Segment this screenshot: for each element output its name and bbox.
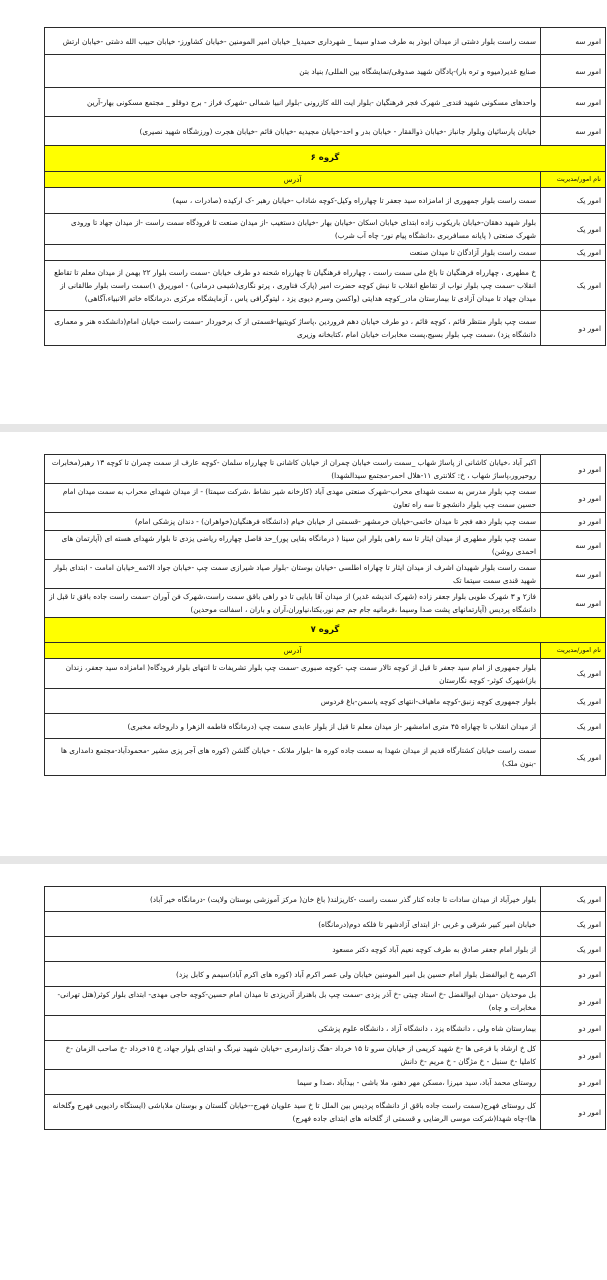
address-cell: بلوار جمهوری از امام سید جعفر تا قبل از کوچه تالار سمت چپ -کوچه صبوری -سمت چپ بلوار تشریفات تا انتهای بلوار فرودگاه( امامزاده سید جعفر، زندان باز)شهرک کوثر- کوچه نگارستان [45, 659, 541, 689]
table-row [45, 739, 606, 776]
address-cell: بلوار خیرآباد از میدان سادات تا جاده کنار گذر سمت راست -کاریزلند( باغ خان( مرکز آموزشی بوستان ولایت) -درمانگاه خیر آباد) [45, 887, 541, 912]
group-band-row [45, 618, 606, 643]
area-cell: امور یک [541, 739, 606, 776]
table-row [45, 1016, 606, 1041]
table-row [45, 987, 606, 1016]
table-row [45, 689, 606, 714]
table-row [45, 88, 606, 117]
area-cell: امور یک [541, 689, 606, 714]
address-cell: خیابان پارسائیان وبلوار جانباز -خیابان ذوالفقار - خیابان بدر و احد-خیابان مجیدیه -خیابان قائم -خیابان هجرت (ورزشگاه شهید نصیری) [45, 117, 541, 146]
address-cell: از بلوار امام جعفر صادق به طرف کوچه نعیم آباد کوچه دکتر مسعود [45, 937, 541, 962]
table-row [45, 55, 606, 88]
table-row [45, 531, 606, 560]
table-row [45, 117, 606, 146]
area-cell: امور دو [541, 455, 606, 484]
area-cell: امور سه [541, 55, 606, 88]
address-cell: سمت چپ بلوار مطهری از میدان ایثار تا سه راهی بلوار ابن سینا ( درمانگاه بقایی پور)_حد فاصل چهارراه ریاضی یزدی تا بلوار شهدای هسته ای (آپارتمان های احمدی روشن) [45, 531, 541, 560]
table-row [45, 311, 606, 346]
address-cell: فاز۲ و ۳ شهرک طوبی بلوار جعفر زاده (شهرک اندیشه غدیر) از میدان آقا بابایی تا دو راهی باقق سمت راست،شهرک فن آوران -سمت راست جاده باقق تا قبل از دانشگاه پردیس (آپارتمانهای پشت صدا وسیما ،فرمانیه جام جم جم نور،یکتا،نیاوران،آران و باران ، اسفالت موحدین) [45, 589, 541, 618]
area-cell: امور دو [541, 311, 606, 346]
table-row [45, 1041, 606, 1070]
table-row [45, 560, 606, 589]
address-cell: صنایع غدیر(میوه و تره بار)-پادگان شهید صدوقی/نمایشگاه بین المللی/ بنیاد بتن [45, 55, 541, 88]
outage-schedule-table [44, 886, 606, 1130]
header-area-cell: نام امور/مدیریت [541, 643, 606, 659]
area-cell: امور سه [541, 531, 606, 560]
table-row [45, 659, 606, 689]
area-cell: امور دو [541, 1041, 606, 1070]
address-cell: بلوار جمهوری کوچه زنبق-کوچه ماهیاف-انتهای کوچه یاسمن-باغ فردوس [45, 689, 541, 714]
outage-schedule-table [44, 454, 606, 776]
address-cell: سمت چپ بلوار دهه فجر تا میدان خاتمی-خیابان خرمشهر -قسمتی از خیابان خیام (دانشگاه فرهنگیان(خواهران) - دندان پزشکی امام) [45, 513, 541, 531]
area-cell: امور دو [541, 484, 606, 513]
table-row [45, 484, 606, 513]
table-row [45, 962, 606, 987]
table-row [45, 714, 606, 739]
address-cell: خ مطهری ، چهارراه فرهنگیان تا باغ ملی سمت راست ، چهارراه فرهنگیان تا چهارراه شحنه دو طرف خیابان -سمت راست بلوار ۲۲ بهمن از میدان معلم تا تقاطع انقلاب -سمت چپ بلوار نواب از تقاطع انقلاب تا نبش کوچه حضرت امیر (پارک فناوری ، پرتو نگاری(شیمی درمانی) - امورپرق ۱)سمت راست بلوار طالقانی از میدان جهاد تا میدان آزادی تا بیمارستان مادر_کوچه هدایتی (واکسن وسرم دیوی یزد ، لیتوگرافی یاس ، آزمایشگاه مرکزی ،درمانگاه خاتم الانبیاء،آگاهی) [45, 261, 541, 311]
address-cell: سمت راست بلوار شهیدان اشرف از میدان ایثار تا چهاراه اطلسی -خیابان بوستان -بلوار صیاد شیرازی سمت چپ -خیابان جواد الائمه_خیابان امامت - ابتدای بلوار شهید قندی سمت سیتما تک [45, 560, 541, 589]
header-address-cell: آدرس [45, 643, 541, 659]
header-address-cell: آدرس [45, 172, 541, 188]
address-cell: سمت راست بلوار جمهوری از امامزاده سید جعفر تا چهارراه وکیل-کوچه شاداب -خیابان رهبر -ک ارکیده (صادرات ، سپه) [45, 188, 541, 214]
group-band-row [45, 146, 606, 172]
area-cell: امور سه [541, 28, 606, 55]
table-row [45, 937, 606, 962]
area-cell: امور سه [541, 560, 606, 589]
address-cell: کل روستای فهرج(سمت راست جاده باقق از دانشگاه پردیس بین الملل تا خ سید علویان فهرج--خیابان گلستان و بوستان ملاباشی (ایستگاه رادیویی فهرج وگلخانه ها)-چاه شهدا(شرکت موسی الرضایی و قسمتی از گلخانه های ابتدای جاده فهرج) [45, 1095, 541, 1130]
area-cell: امور دو [541, 1016, 606, 1041]
area-cell: امور یک [541, 245, 606, 261]
document-page [0, 0, 607, 424]
table-row [45, 1095, 606, 1130]
table-row [45, 214, 606, 245]
area-cell: امور یک [541, 912, 606, 937]
table-header-row [45, 172, 606, 188]
area-cell: امور دو [541, 987, 606, 1016]
table-row [45, 455, 606, 484]
area-cell: امور یک [541, 214, 606, 245]
address-cell: روستای محمد آباد، سید میرزا ،مسکن مهر دهنو، ملا باشی - بیدآباد ،صدا و سیما [45, 1070, 541, 1095]
table-row [45, 513, 606, 531]
address-cell: بیمارستان شاه ولی ، دانشگاه یزد ، دانشگاه آزاد ، دانشگاه علوم پزشکی [45, 1016, 541, 1041]
address-cell: اکبر آباد ،خیابان کاشانی از پاساژ شهاب _سمت راست خیابان چمران از خیابان کاشانی تا چهارراه سلمان -کوچه عارف از سمت چمران تا کوچه ۱۳ رهبر(مخابرات روحیرور،پاساژ شهاب ، خ: کلانتری ۱۱-هلال احمر-مجتمع سیدالشهدا) [45, 455, 541, 484]
table-row [45, 1070, 606, 1095]
table-row [45, 245, 606, 261]
document-page [0, 864, 607, 1280]
area-cell: امور دو [541, 1070, 606, 1095]
area-cell: امور یک [541, 714, 606, 739]
document-page [0, 432, 607, 856]
address-cell: کل خ ارشاد با فرعی ها -خ شهید کریمی از خیابان سرو تا ۱۵ خرداد -هتگ زاندارمری -خیابان شهید نیرنگ و ابتدای بلوار جهاد، خ ۱۵خرداد -خ صاحب الزمان -خ کاملیا -خ سنبل - خ مژگان - خ مریم -خ دانش [45, 1041, 541, 1070]
area-cell: امور سه [541, 117, 606, 146]
table-row [45, 589, 606, 618]
area-cell: امور یک [541, 937, 606, 962]
table-row [45, 261, 606, 311]
area-cell: امور یک [541, 659, 606, 689]
outage-schedule-table [44, 27, 606, 346]
group-title: گروه ۶ [45, 146, 606, 172]
area-cell: امور یک [541, 887, 606, 912]
area-cell: امور سه [541, 589, 606, 618]
address-cell: سمت راست بلوار آزادگان تا میدان صنعت [45, 245, 541, 261]
address-cell: سمت چپ بلوار منتظر قائم ، کوچه قائم ، دو طرف خیابان دهم فروردین ،پاساژ کویتیها-قسمتی از ک برخوردار -سمت راست خیابان امام(دانشکده هنر و معماری دانشگاه یزد) ،سمت چپ بلوار بسیج،پست مخابرات خیابان امام ،کتابخانه وزیری [45, 311, 541, 346]
address-cell: اکرمیه خ ابوالفضل بلوار امام حسین بل امیر المومنین خیابان ولی عصر اکرم آباد (کوره های اکرم آباد)سیمم و کابل یزد) [45, 962, 541, 987]
area-cell: امور دو [541, 513, 606, 531]
address-cell: از میدان انقلاب تا چهاراه ۴۵ متری امامشهر -از میدان معلم تا قبل از بلوار عابدی سمت چپ (درمانگاه فاطمه الزهرا و داروخانه مخبری) [45, 714, 541, 739]
address-cell: خیابان امیر کبیر شرقی و غربی -از ابتدای آزادشهر تا فلکه دوم(درمانگاه) [45, 912, 541, 937]
header-area-cell: نام امور/مدیریت [541, 172, 606, 188]
table-row [45, 28, 606, 55]
area-cell: امور یک [541, 261, 606, 311]
address-cell: سمت راست خیابان کشتارگاه قدیم از میدان شهدا به سمت جاده کوره ها -بلوار ملانک - خیابان گلشن (کوره های آجر پزی مشیر -محمودآباد-مجتمع دامداری ها -بنون ملک) [45, 739, 541, 776]
address-cell: واحدهای مسکونی شهید قندی_ شهرک فجر فرهنگیان -بلوار ایت الله کازرونی -بلوار انبیا شمالی -شهرک فراز - برج دوقلو _ مجتمع مسکونی بهار-آرین [45, 88, 541, 117]
address-cell: سمت راست بلوار دشتی از میدان ابوذر به طرف صداو سیما _ شهرداری حمیدیا_ خیابان امیر المومنین -خیابان کشاورز- خیابان حبیب الله دشتی -خیابان ارتش [45, 28, 541, 55]
group-title: گروه ۷ [45, 618, 606, 643]
address-cell: بلوار شهید دهقان-خیابان باریکوب زاده ابتدای خیابان اسکان -خیابان بهار -خیابان دستغیب -از میدان صنعت تا فرودگاه سمت راست -از میدان جهاد تا ورودی شهرک صنعتی ( پایانه مسافربری ،دانشگاه پیام نور- چاه آب شرب) [45, 214, 541, 245]
address-cell: سمت چپ بلوار مدرس به سمت شهدای محراب-شهرک صنعتی مهدی آباد (کارخانه شیر نشاط ،شرکت سیمتا) - از میدان شهدای محراب به سمت میدان امام حسین سمت چپ بلوار دانشجو تا سه راه تعاون [45, 484, 541, 513]
area-cell: امور دو [541, 962, 606, 987]
table-row [45, 188, 606, 214]
area-cell: امور سه [541, 88, 606, 117]
area-cell: امور یک [541, 188, 606, 214]
table-row [45, 912, 606, 937]
table-row [45, 887, 606, 912]
address-cell: بل موحدیان -میدان ابوالفضل -خ استاد چیتی -خ آذر یزدی -سمت چپ بل باهنراز آذریزدی تا میدان امام حسین-کوچه حاجی مهدی- ابتدای بلوار کوثر(هتل تهرانی- مخابرات و چاه) [45, 987, 541, 1016]
area-cell: امور دو [541, 1095, 606, 1130]
table-header-row [45, 643, 606, 659]
